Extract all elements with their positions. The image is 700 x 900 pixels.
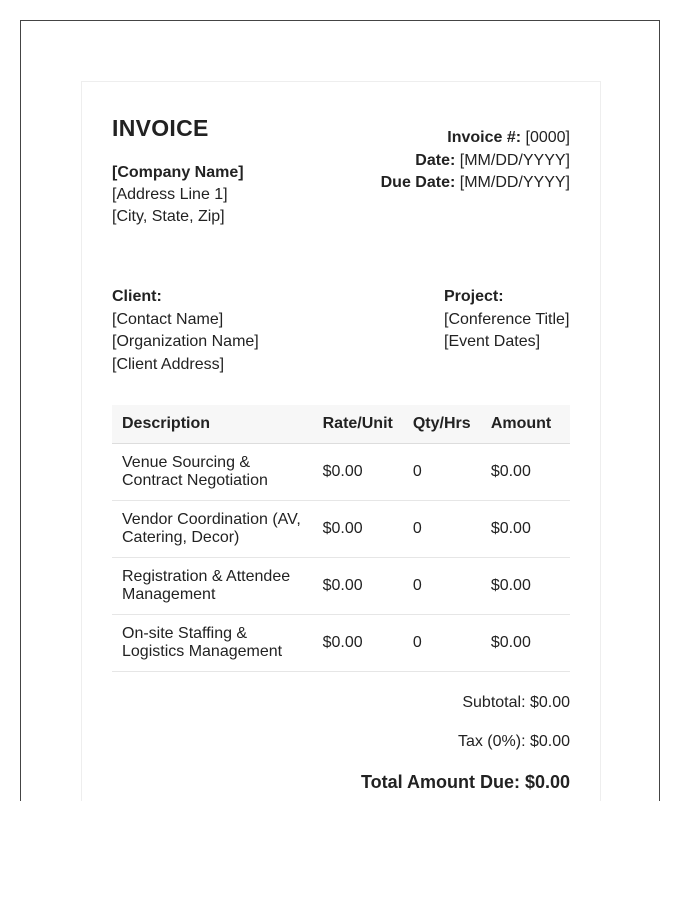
invoice-number-line bbox=[381, 127, 570, 150]
cell-amount: $0.00 bbox=[481, 615, 570, 672]
column-header-description: Description bbox=[112, 405, 313, 444]
cell-amount: $0.00 bbox=[481, 501, 570, 558]
column-header-qty: Qty/Hrs bbox=[403, 405, 481, 444]
company-name: [Company Name] bbox=[112, 164, 244, 181]
client-label: Client: bbox=[112, 288, 162, 305]
invoice-date-line bbox=[381, 150, 570, 173]
due-date-label: Due Date: bbox=[380, 174, 456, 191]
cell-description: Vendor Coordination (AV, Catering, Decor) bbox=[112, 501, 313, 558]
invoice-title: INVOICE bbox=[112, 115, 209, 141]
client-contact-name: [Contact Name] bbox=[112, 310, 224, 328]
line-items-table bbox=[112, 405, 570, 672]
invoice-sheet bbox=[81, 81, 601, 801]
project-title: [Conference Title] bbox=[444, 310, 570, 328]
column-header-amount: Amount bbox=[481, 405, 570, 444]
cell-rate: $0.00 bbox=[313, 558, 403, 615]
client-address: [Client Address] bbox=[112, 355, 225, 373]
cell-description: On-site Staffing & Logistics Management bbox=[112, 615, 313, 672]
invoice-meta bbox=[381, 127, 570, 195]
totals-section bbox=[361, 692, 570, 794]
project-label: Project: bbox=[444, 288, 504, 305]
subtotal: Subtotal: $0.00 bbox=[462, 694, 570, 711]
cell-rate: $0.00 bbox=[313, 501, 403, 558]
table-row bbox=[112, 615, 570, 672]
cell-rate: $0.00 bbox=[313, 444, 403, 501]
table-row bbox=[112, 444, 570, 501]
project-dates: [Event Dates] bbox=[444, 333, 541, 350]
cell-description: Venue Sourcing & Contract Negotiation bbox=[112, 444, 313, 501]
client-organization-name: [Organization Name] bbox=[112, 333, 259, 350]
due-date-line bbox=[381, 172, 570, 195]
invoice-date-value: [MM/DD/YYYY] bbox=[459, 151, 570, 169]
cell-rate: $0.00 bbox=[313, 615, 403, 672]
cell-qty: 0 bbox=[403, 615, 481, 672]
table-row bbox=[112, 501, 570, 558]
client-info bbox=[112, 286, 259, 376]
invoice-date-label: Date: bbox=[415, 151, 456, 169]
cell-amount: $0.00 bbox=[481, 558, 570, 615]
cell-amount: $0.00 bbox=[481, 444, 570, 501]
total-amount-due: Total Amount Due: $0.00 bbox=[360, 772, 570, 792]
invoice-number-label: Invoice #: bbox=[447, 129, 522, 146]
cell-qty: 0 bbox=[403, 501, 481, 558]
table-row bbox=[112, 558, 570, 615]
company-city-state-zip: [City, State, Zip] bbox=[112, 208, 225, 225]
company-address-line-1: [Address Line 1] bbox=[112, 186, 228, 203]
cell-description: Registration & Attendee Management bbox=[112, 558, 313, 615]
due-date-value: [MM/DD/YYYY] bbox=[459, 174, 570, 191]
project-info bbox=[444, 286, 569, 354]
invoice-number-value: [0000] bbox=[525, 129, 570, 146]
cell-qty: 0 bbox=[403, 558, 481, 615]
table-header-row bbox=[112, 405, 570, 444]
invoice-content bbox=[112, 112, 570, 792]
invoice-header bbox=[112, 112, 570, 262]
cell-qty: 0 bbox=[403, 444, 481, 501]
parties-section bbox=[112, 286, 570, 410]
column-header-rate: Rate/Unit bbox=[313, 405, 403, 444]
company-info bbox=[112, 162, 244, 228]
tax-line: Tax (0%): $0.00 bbox=[457, 733, 570, 750]
